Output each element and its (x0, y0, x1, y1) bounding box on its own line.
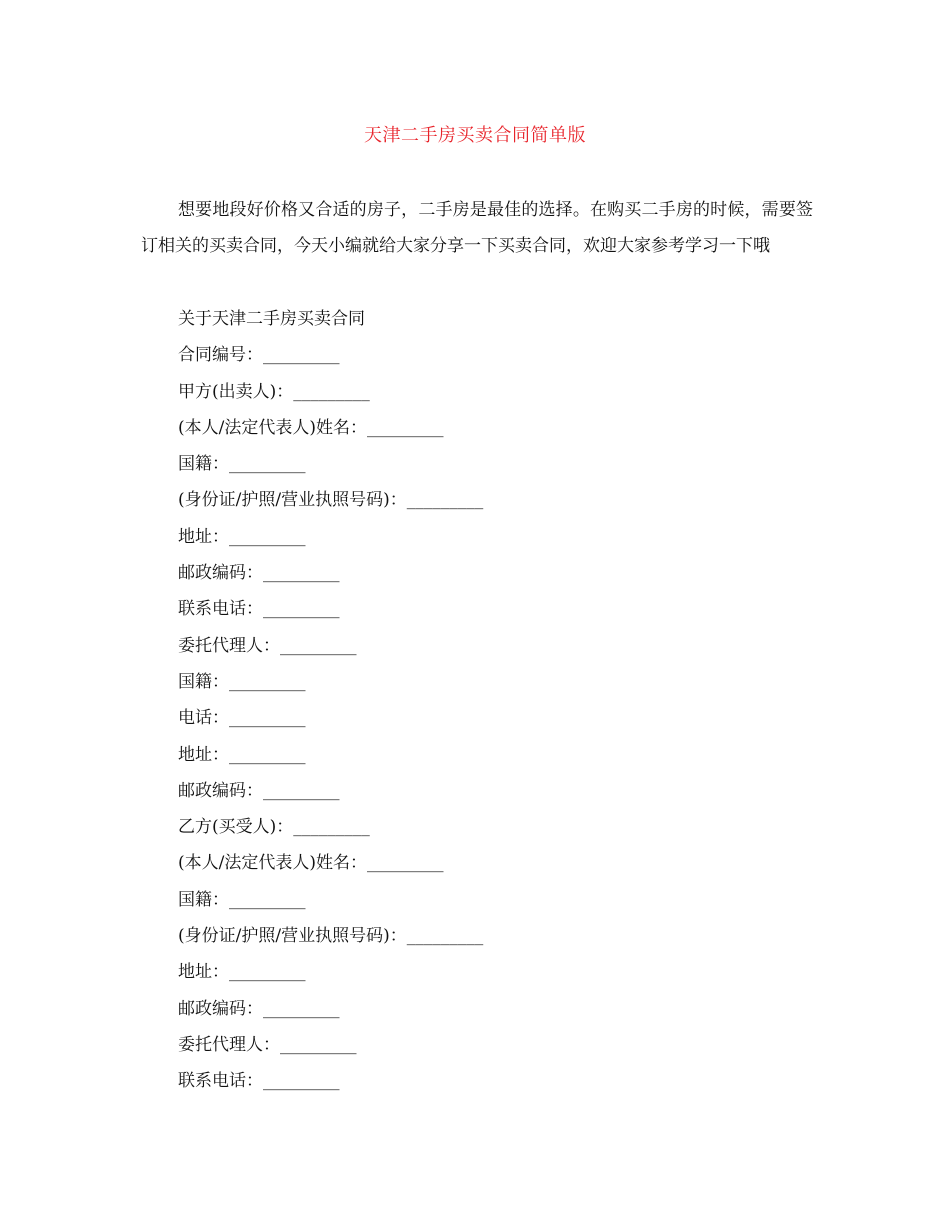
party-b-agent-line: 委托代理人：_________ (178, 1034, 357, 1055)
party-a-agent-line: 委托代理人：_________ (178, 635, 357, 656)
party-a-line: 甲方(出卖人)：_________ (178, 381, 370, 402)
party-a-agent-address-line: 地址：_________ (178, 744, 306, 765)
party-b-line: 乙方(买受人)：_________ (178, 817, 370, 838)
party-b-postcode-line: 邮政编码：_________ (178, 998, 340, 1019)
contract-field-list (178, 301, 483, 1100)
document-title: 天津二手房买卖合同简单版 (364, 125, 586, 146)
party-a-postcode-line: 邮政编码：_________ (178, 563, 340, 584)
party-b-id-line: (身份证/护照/营业执照号码)：_________ (178, 926, 484, 947)
party-a-name-line: (本人/法定代表人)姓名：_________ (178, 417, 444, 438)
party-a-phone-line: 联系电话：_________ (178, 599, 340, 620)
party-a-agent-postcode-line: 邮政编码：_________ (178, 780, 340, 801)
party-a-agent-nationality-line: 国籍：_________ (178, 671, 306, 692)
contract-number-line: 合同编号：_________ (178, 345, 340, 366)
party-b-nationality-line: 国籍：_________ (178, 889, 306, 910)
intro-paragraph: 想要地段好价格又合适的房子，二手房是最佳的选择。在购买二手房的时候，需要签订相关的买卖合同，今天小编就给大家分享一下买卖合同，欢迎大家参考学习一下哦 (141, 200, 813, 256)
party-a-id-line: (身份证/护照/营业执照号码)：_________ (178, 490, 484, 511)
party-b-address-line: 地址：_________ (178, 962, 306, 983)
party-a-agent-phone-line: 电话：_________ (178, 708, 306, 729)
party-a-address-line: 地址：_________ (178, 526, 306, 547)
party-a-nationality-line: 国籍：_________ (178, 454, 306, 475)
party-b-name-line: (本人/法定代表人)姓名：_________ (178, 853, 444, 874)
section-heading: 关于天津二手房买卖合同 (178, 309, 365, 329)
party-b-phone-line: 联系电话：_________ (178, 1071, 340, 1092)
